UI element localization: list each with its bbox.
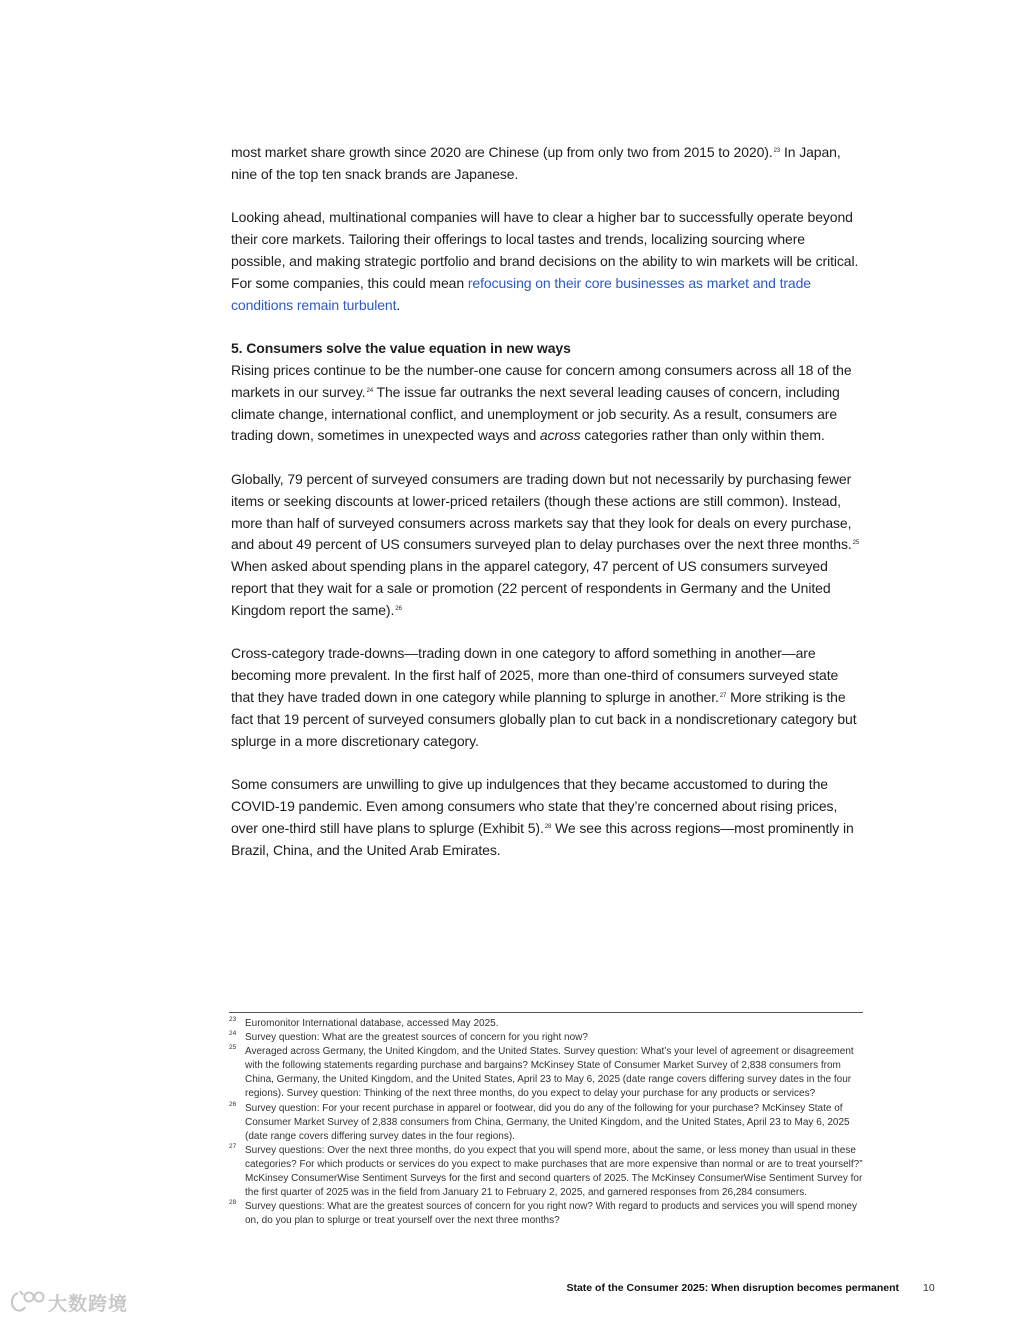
footnote [229,1017,863,1031]
footnote-number: 27 [229,1142,237,1150]
paragraph-rising-prices [231,360,863,447]
footnote [229,1031,863,1045]
paragraph-looking-ahead [231,207,863,316]
paragraph-text: Some consumers are unwilling to give up indulgences that they became accustomed to during the COVID-19 pandemic. Even among consumers who state that they’re concerned about rising prices, over one-third still have plans to splurge (Exhibit 5). [231,776,838,836]
paragraph-market-share [231,142,863,186]
footnote-ref[interactable]: 23 [773,148,781,154]
paragraph-text: More striking is the fact that 19 percent of surveyed consumers globally plan to cut back in a nondiscretionary category but splurge in a more discretionary category. [231,688,857,749]
paragraph-text: . [396,296,401,313]
paragraph-text: most market share growth since 2020 are Chinese (up from only two from 2015 to 2020). [231,144,773,160]
footnote-text: Survey questions: Over the next three months, do you expect that you will spend more, about the same, or less money than usual in these categories? For which products or services do you expect to make purchases that are more expensive than normal or are to treat yourself?” McKinsey ConsumerWise Sentiment Surveys for the first and second quarters of 2025. The McKinsey ConsumerWise Sentiment Survey for the first quarter of 2025 was in the field from January 21 to February 2, 2025, and garnered responses from 26,284 consumers. [245,1144,863,1199]
footnote-ref[interactable]: 28 [544,823,552,830]
footnote-number: 26 [229,1100,237,1108]
watermark-logo-icon [8,1289,46,1315]
footnote-ref[interactable]: 25 [852,540,860,547]
paragraph-text: The issue far outranks the next several leading causes of concern, including climate change, international conflict, and unemployment or job security. As a result, consumers are trading down, sometimes in unexpected ways and [231,383,840,444]
footnote-number: 24 [229,1030,237,1038]
footnote-text: Survey questions: What are the greatest sources of concern for you right now? With regard to products and services you will spend money on, do you plan to splurge or treat yourself over the next three months? [245,1201,857,1227]
section-heading: 5. Consumers solve the value equation in new ways [231,340,571,357]
paragraph-cross-category [231,643,863,752]
footnote [229,1200,863,1228]
footnote [229,1045,863,1101]
paragraph-text: When asked about spending plans in the apparel category, 47 percent of US consumers surveyed report that they wait for a sale or promotion (22 percent of respondents in Germany and the United Kingdom report the same). [231,558,831,618]
footnote-text: Averaged across Germany, the United Kingdom, and the United States. Survey question: What’s your level of agreement or disagreement with the following statements regarding purchase and bargains? McKinsey State of Consumer Market Survey of 2,838 consumers from China, Germany, the United Kingdom, and the United States, April 23 to May 6, 2025 (date range covers differing survey dates in the four regions). Survey question: Thinking of the next three months, do you expect to delay your purchase for any products or services? [245,1046,854,1100]
footer-report-title: State of the Consumer 2025: When disruption becomes permanent [566,1282,899,1294]
footnote-text: Survey question: For your recent purchase in apparel or footwear, did you do any of the following for your purchase? McKinsey State of Consumer Market Survey of 2,838 consumers from China, Germany, the United Kingdom, and the United States, April 23 to May 6, 2025 (date range covers differing survey dates in the four regions). [245,1102,850,1142]
footnotes-section [229,1012,863,1228]
emphasis-text: across [539,427,581,444]
paragraph-text: In Japan, nine of the top ten snack brands are Japanese. [231,144,841,182]
footnote-number: 25 [229,1044,237,1052]
footnote-ref[interactable]: 26 [395,605,402,612]
article-body [231,142,863,883]
footnote [229,1102,863,1144]
paragraph-text: categories rather than only within them. [580,427,825,444]
paragraph-text: Cross-category trade-downs—trading down in one category to afford something in another—are becoming more prevalent. In the first half of 2025, more than one-third of consumers surveyed state that they have traded down in one category while planning to splurge in another. [231,645,839,705]
footnote-ref[interactable]: 27 [719,692,727,699]
page-footer [0,1282,1020,1298]
paragraph-text: Rising prices continue to be the number-one cause for concern among consumers across all 18 of the markets in our survey. [231,361,852,400]
footnote [229,1144,863,1200]
footnote-number: 28 [229,1199,237,1207]
footnote-ref[interactable]: 24 [366,387,373,394]
refocusing-core-businesses-link[interactable]: refocusing on their core businesses as market and trade conditions remain turbulent [231,274,811,313]
paragraph-indulgences [231,774,863,861]
paragraph-text: Globally, 79 percent of surveyed consumers are trading down but not necessarily by purchasing fewer items or seeking discounts at lower-priced retailers (though these actions are still common). Instead, more than half of surveyed consumers across markets say that they look for deals on every purchase, and about 49 percent of US consumers surveyed plan to delay purchases over the next three months. [231,470,852,553]
paragraph-text: We see this across regions—most prominently in Brazil, China, and the United Arab Emirates. [231,819,854,858]
page-number: 10 [923,1282,935,1294]
footnote-text: Euromonitor International database, accessed May 2025. [245,1018,499,1029]
footnote-text: Survey question: What are the greatest sources of concern for you right now? [245,1032,588,1044]
footnote-number: 23 [229,1016,237,1023]
paragraph-text: Looking ahead, multinational companies will have to clear a higher bar to successfully operate beyond their core markets. Tailoring their offerings to local tastes and trends, localizing sourcing where possible, and making strategic portfolio and brand decisions on the ability to win markets will be critical. For some companies, this could mean [231,209,859,291]
watermark-text: 大数跨境 [48,1293,129,1315]
watermark [8,1287,128,1317]
paragraph-trading-down [231,469,863,622]
